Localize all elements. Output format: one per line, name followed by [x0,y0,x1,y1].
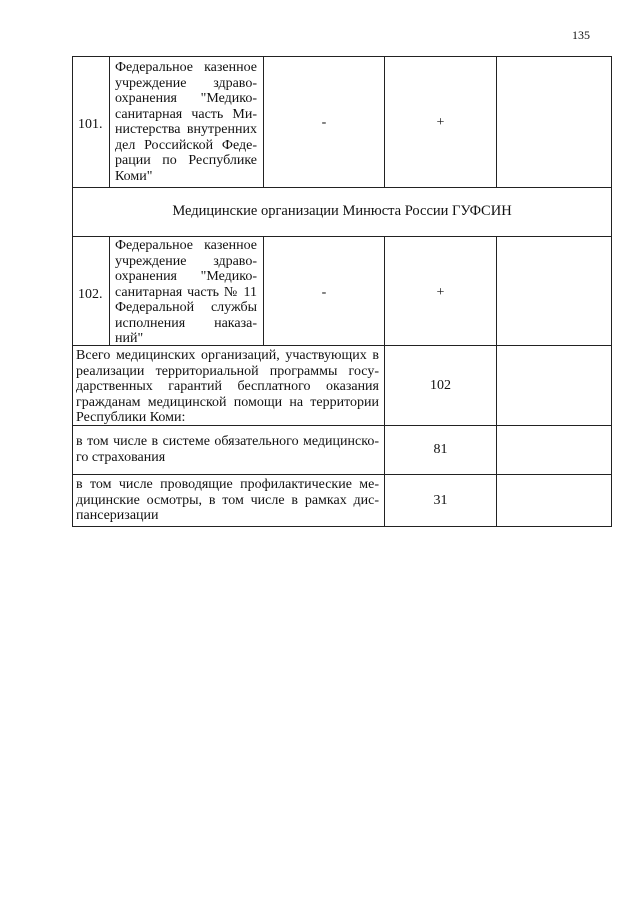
total-label [76,477,379,524]
total-label-line: Всего медицинских организаций, участвующих в [76,348,379,363]
total-label-line: в том числе проводящие профилактические ме- [76,477,379,492]
row-name [115,238,257,347]
row-name-line: Федеральное казенное [115,60,257,75]
row-name-line: санитарная часть Ми- [115,106,257,122]
row-number: 101. [78,117,103,132]
row-col4: + [436,285,445,300]
row-number: 102. [78,287,103,302]
table-rule [496,236,497,345]
row-name-line: санитарная часть № 11 [115,284,257,300]
row-col3: - [321,115,327,130]
total-label-line: реализации территориальной программы госу- [76,363,379,379]
table-rule [496,56,497,187]
total-label-line: в том числе в системе обязательного медицинско- [76,434,379,449]
row-name-line: нистерства внутренних [115,122,257,137]
table-rule [72,56,612,57]
row-name-line: Коми" [115,168,153,184]
total-label-line: го страхования [76,449,166,465]
total-label-line: пансеризации [76,508,159,523]
total-label-line: дицинские осмотры, в том числе в рамках дис- [76,492,379,508]
table-rule [72,474,612,475]
total-value: 31 [433,493,448,508]
total-label [76,434,379,465]
table-rule [109,56,110,187]
total-label-line: дарственных гарантий бесплатного оказания [76,379,379,394]
table-rule [72,56,73,527]
row-name-line: Федеральное казенное [115,238,257,253]
table-rule [72,187,612,188]
row-name-line: Федеральной службы [115,300,257,315]
page-number: 135 [572,28,590,42]
total-label-line: гражданам медицинской помощи на территории [76,394,379,410]
row-name-line: охранения "Медико- [115,269,257,284]
row-name-line: учреждение здраво- [115,75,257,91]
table-rule [109,236,110,345]
total-value: 81 [433,442,448,457]
row-name-line: охранения "Медико- [115,91,257,106]
total-value: 102 [430,378,451,393]
table-rule [496,345,497,526]
total-label [76,348,379,426]
row-name-line: исполнения наказа- [115,315,257,331]
row-name-line: ний" [115,331,144,346]
table-rule [611,56,612,527]
table-rule [72,236,612,237]
section-header: Медицинские организации Минюста России ГУФСИН [172,203,512,219]
row-col3: - [321,285,327,300]
total-label-line: Республики Коми: [76,410,186,425]
row-name-line: учреждение здраво- [115,253,257,269]
row-name-line: рации по Республике [115,153,257,168]
row-name [115,60,257,184]
row-col4: + [436,115,445,130]
row-name-line: дел Российской Феде- [115,137,257,153]
table-rule [72,526,612,527]
